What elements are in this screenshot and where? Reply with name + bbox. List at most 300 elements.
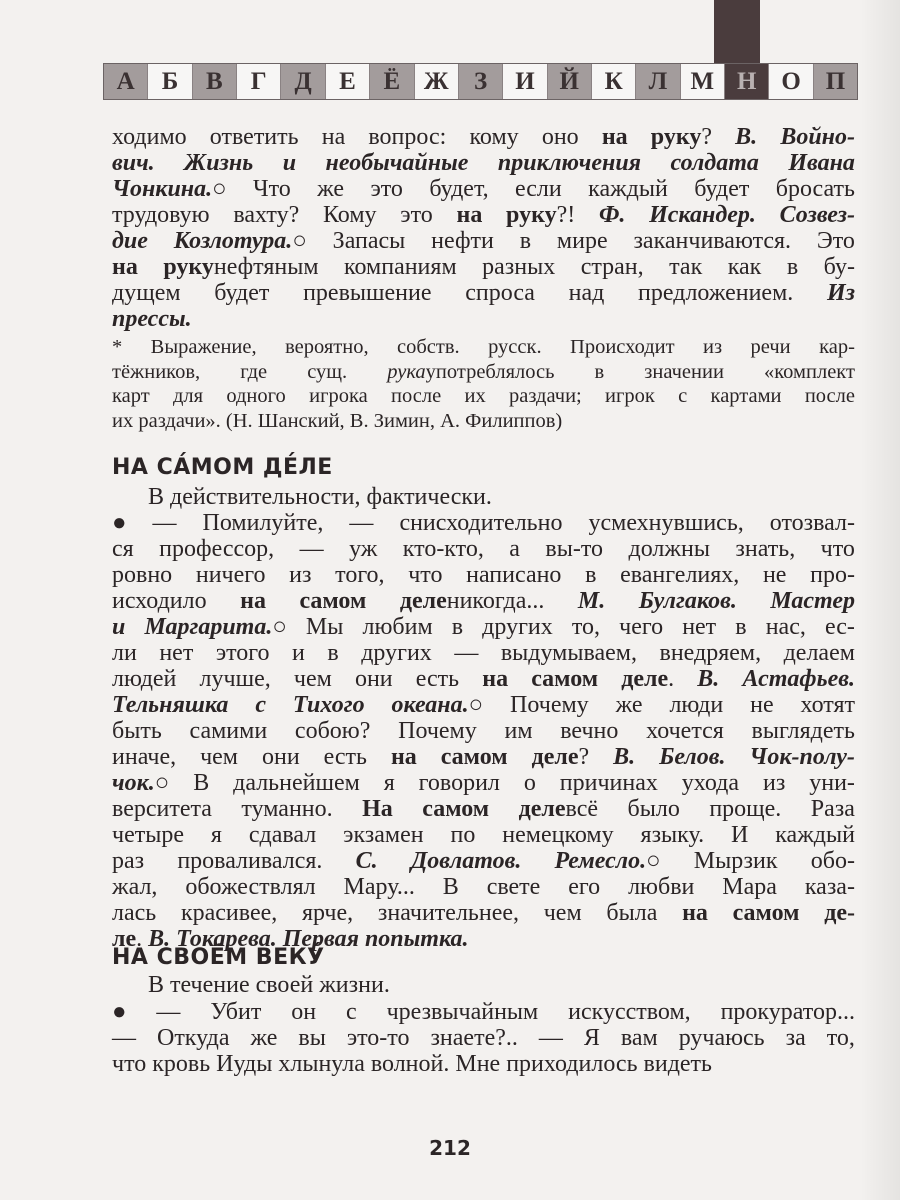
entry-examples: [112, 999, 855, 1077]
word: [784, 640, 855, 666]
word: [349, 536, 377, 562]
word: [801, 692, 855, 718]
word: [112, 254, 138, 280]
word: [633, 228, 791, 254]
text-segment: И: [731, 822, 749, 848]
alphabet-index: [103, 63, 858, 100]
text-segment: туманно.: [241, 796, 333, 822]
word: [298, 1025, 325, 1051]
word: [240, 360, 267, 385]
word: [210, 999, 261, 1025]
phrase-highlight: деле: [518, 796, 566, 822]
text-segment: уни-: [809, 770, 855, 796]
text-segment: стран,: [580, 254, 644, 280]
word: [255, 692, 266, 718]
word: [112, 822, 184, 848]
text-segment: исходило: [112, 588, 207, 614]
text-segment: усмехнувшись,: [588, 510, 744, 536]
word: [531, 666, 598, 692]
text-line: [112, 666, 855, 692]
text-segment: вам: [620, 1025, 658, 1051]
word: [821, 536, 855, 562]
text-segment: ○: [212, 176, 227, 202]
word: [502, 822, 613, 848]
word: [764, 360, 855, 385]
text-segment: евангелиях,: [620, 562, 740, 588]
text-segment: заканчиваются.: [633, 228, 792, 254]
word: [809, 770, 855, 796]
text-segment: экзамен: [343, 822, 424, 848]
text-segment: ес-: [824, 614, 855, 640]
text-segment: превышение: [303, 280, 432, 306]
phrase-highlight: самом: [531, 666, 599, 692]
text-segment: в: [594, 360, 605, 383]
word: [431, 228, 494, 254]
word: [112, 718, 162, 744]
text-segment: бу-: [823, 254, 855, 280]
word: [226, 384, 285, 409]
source-citation: Тихого: [292, 692, 365, 718]
source-citation: В. Токарева. Первая попытка.: [148, 926, 469, 952]
word: [613, 744, 635, 770]
word: [356, 848, 378, 874]
word: [289, 562, 311, 588]
text-segment: кар-: [819, 336, 855, 358]
text-segment: других: [361, 640, 432, 666]
word: [112, 510, 127, 536]
word: [399, 510, 562, 536]
word: [112, 640, 137, 666]
word: [112, 150, 155, 176]
word: [750, 692, 774, 718]
text-segment: знать,: [735, 536, 796, 562]
text-segment: верситета: [112, 796, 212, 822]
word: [488, 335, 542, 360]
entry-examples: [112, 510, 855, 952]
source-citation: Созвез-: [779, 202, 855, 228]
text-segment: дущем: [112, 280, 181, 306]
text-segment: раздачи;: [508, 385, 582, 407]
word: [697, 666, 719, 692]
text-line: [112, 614, 855, 640]
text-segment: ○: [272, 614, 287, 640]
word: [419, 770, 500, 796]
text-segment: ?: [578, 744, 590, 770]
source-citation: и: [112, 614, 126, 640]
text-segment: нефти: [431, 228, 494, 254]
word: [545, 536, 603, 562]
word: [770, 588, 855, 614]
word: [605, 384, 655, 409]
word: [671, 150, 759, 176]
text-segment: кому: [469, 124, 519, 150]
text-segment: лучше,: [199, 666, 271, 692]
word: [786, 1025, 806, 1051]
word: [770, 510, 855, 536]
word: [173, 384, 203, 409]
text-segment: разных: [482, 254, 556, 280]
alphabet-letter: А: [104, 64, 148, 99]
text-segment: из: [762, 770, 786, 796]
text-segment: то,: [826, 1025, 855, 1051]
source-citation: В.: [697, 666, 720, 692]
word: [391, 384, 441, 409]
text-segment: дальнейшем: [233, 770, 360, 796]
word: [333, 228, 406, 254]
text-segment: собою?: [294, 718, 371, 744]
word: [343, 822, 423, 848]
word: [766, 614, 806, 640]
text-segment: предложением.: [638, 280, 794, 306]
word: [112, 176, 227, 202]
text-segment: В: [193, 770, 210, 796]
text-segment: рука: [387, 360, 426, 383]
text-segment: кто-кто,: [402, 536, 484, 562]
text-segment: любви: [628, 874, 695, 900]
text-segment: ручаюсь: [678, 1025, 765, 1051]
alphabet-letter: Б: [148, 64, 192, 99]
word: [805, 384, 855, 409]
word: [253, 176, 291, 202]
word: [735, 614, 746, 640]
source-citation: С.: [355, 848, 378, 874]
word: [430, 1025, 517, 1051]
text-segment: никогда...: [446, 588, 545, 614]
word: [469, 124, 518, 150]
page-number: 212: [429, 1136, 471, 1160]
word: [112, 280, 181, 306]
word: [112, 614, 125, 640]
phrase-highlight: на: [390, 744, 417, 770]
text-segment: собств.: [397, 336, 460, 358]
word: [397, 335, 460, 360]
phrase-highlight: самом: [422, 796, 490, 822]
word: [703, 335, 722, 360]
word: [721, 999, 855, 1025]
source-citation: океана.: [391, 692, 469, 718]
text-segment: что: [408, 562, 443, 588]
word: [570, 335, 675, 360]
word: [735, 124, 757, 150]
word: [300, 536, 324, 562]
text-segment: Кому: [322, 202, 377, 228]
text-segment: люди: [669, 692, 724, 718]
text-segment: *: [112, 336, 123, 358]
word: [387, 360, 554, 385]
text-line: [112, 900, 855, 926]
text-segment: была: [606, 900, 658, 926]
text-segment: —: [454, 640, 479, 666]
phrase-highlight: на: [240, 588, 266, 614]
word: [787, 254, 798, 280]
word: [542, 124, 579, 150]
word: [349, 510, 373, 536]
text-segment: ?: [701, 124, 712, 150]
word: [498, 150, 641, 176]
text-segment: —: [112, 1025, 136, 1051]
source-citation: Чонкина.: [112, 176, 213, 202]
alphabet-letter: В: [193, 64, 237, 99]
word: [200, 744, 238, 770]
word: [504, 718, 532, 744]
text-segment: ?!: [556, 202, 576, 228]
text-segment: Почему: [510, 692, 589, 718]
word: [317, 176, 344, 202]
word: [112, 770, 169, 796]
source-citation: необычайные: [325, 150, 469, 176]
text-segment: если: [515, 176, 562, 202]
text-segment: всё: [565, 796, 599, 822]
word: [416, 666, 459, 692]
word: [752, 718, 855, 744]
alphabet-letter: Д: [281, 64, 325, 99]
text-segment: и: [292, 640, 305, 666]
word: [307, 360, 347, 385]
word: [509, 384, 582, 409]
text-segment: он: [291, 999, 317, 1025]
word: [824, 900, 855, 926]
text-segment: речи: [750, 336, 791, 358]
word: [621, 666, 674, 692]
word: [682, 900, 708, 926]
word: [112, 999, 127, 1025]
text-segment: профессор,: [159, 536, 275, 562]
text-segment: значительнее,: [377, 900, 520, 926]
text-segment: где: [240, 360, 268, 383]
word: [112, 228, 148, 254]
word: [177, 848, 322, 874]
text-segment: как: [727, 254, 762, 280]
word: [210, 124, 299, 150]
text-segment: делаем: [783, 640, 855, 666]
text-segment: каза-: [804, 874, 855, 900]
word: [682, 770, 739, 796]
text-line: [112, 360, 855, 385]
word: [659, 744, 725, 770]
text-line: [112, 562, 855, 588]
phrase-highlight: на: [112, 254, 138, 280]
text-segment: ровно: [112, 562, 173, 588]
word: [303, 280, 431, 306]
word: [606, 900, 657, 926]
word: [555, 848, 661, 874]
text-segment: иначе,: [112, 744, 177, 770]
text-segment: вопрос:: [368, 124, 447, 150]
text-line: [112, 176, 855, 202]
word: [588, 510, 743, 536]
text-segment: отозвал-: [769, 510, 855, 536]
text-segment: снисходительно: [399, 510, 563, 536]
word: [733, 900, 800, 926]
text-segment: уж: [349, 536, 378, 562]
source-citation: Козлотура.: [173, 228, 293, 254]
word: [817, 228, 855, 254]
alphabet-letter: О: [769, 64, 813, 99]
word: [532, 744, 590, 770]
source-citation: вич.: [112, 150, 155, 176]
text-segment: с: [678, 385, 688, 407]
source-citation: Ивана: [788, 150, 855, 176]
word: [466, 562, 561, 588]
text-line: [112, 692, 855, 718]
word: [644, 360, 724, 385]
text-segment: что: [820, 536, 855, 562]
word: [112, 666, 176, 692]
word: [728, 254, 762, 280]
word: [557, 228, 608, 254]
text-line: [112, 588, 855, 614]
word: [628, 796, 680, 822]
alphabet-letter: М: [681, 64, 725, 99]
word: [214, 280, 269, 306]
word: [306, 614, 343, 640]
text-segment: вы-то: [545, 536, 604, 562]
word: [335, 562, 384, 588]
word: [299, 588, 366, 614]
word: [211, 822, 222, 848]
text-segment: есть: [415, 666, 460, 692]
word: [196, 562, 266, 588]
source-citation: Мастер: [770, 588, 855, 614]
text-segment: людей: [112, 666, 177, 692]
text-segment: ●: [112, 510, 127, 536]
word: [441, 744, 508, 770]
word: [595, 360, 605, 385]
word: [112, 796, 212, 822]
word: [568, 999, 691, 1025]
text-segment: я: [383, 770, 395, 796]
text-segment: Раза: [810, 796, 855, 822]
word: [776, 176, 855, 202]
text-segment: это-то: [346, 1025, 410, 1051]
word: [112, 384, 150, 409]
text-segment: Что: [253, 176, 291, 202]
word: [112, 536, 134, 562]
word: [452, 614, 463, 640]
alphabet-letter: П: [814, 64, 857, 99]
text-segment: внедряем,: [659, 640, 762, 666]
word: [292, 640, 305, 666]
word: [403, 536, 484, 562]
word: [193, 770, 209, 796]
word: [323, 202, 377, 228]
text-segment: компаниям: [344, 254, 457, 280]
word: [112, 874, 157, 900]
phrase-highlight: руку: [506, 202, 557, 228]
text-segment: русск.: [488, 336, 542, 358]
word: [581, 254, 644, 280]
phrase-highlight: деле: [531, 744, 579, 770]
text-segment: лась: [112, 900, 157, 926]
text-segment: в: [585, 562, 597, 588]
word: [749, 744, 855, 770]
word: [827, 280, 855, 306]
text-segment: будет: [694, 176, 750, 202]
text-segment: вахту?: [233, 202, 300, 228]
word: [638, 280, 793, 306]
word: [362, 796, 393, 822]
text-segment: выглядеть: [751, 718, 855, 744]
text-segment: в: [451, 614, 464, 640]
source-citation: Войно-: [780, 124, 855, 150]
word: [588, 176, 668, 202]
text-segment: жал,: [112, 874, 158, 900]
text-segment: проще.: [709, 796, 782, 822]
text-segment: Запасы: [332, 228, 406, 254]
text-segment: Помилуйте,: [202, 510, 324, 536]
text-segment: Выражение,: [150, 336, 257, 358]
word: [411, 848, 522, 874]
text-segment: а: [509, 536, 520, 562]
source-citation: и: [282, 150, 297, 176]
text-segment: игрок: [605, 385, 655, 407]
word: [669, 254, 702, 280]
word: [510, 692, 589, 718]
text-segment: что кровь Иуды хлынула волной. Мне приходилось видеть: [112, 1051, 712, 1077]
text-segment: их раздачи». (Н. Шанский, В. Зимин, А. Филиппов): [112, 409, 563, 432]
text-segment: одного: [226, 385, 286, 407]
text-segment: причинах: [559, 770, 658, 796]
text-segment: этого: [215, 640, 270, 666]
text-segment: в: [519, 228, 532, 254]
word: [482, 666, 508, 692]
source-citation: Жизнь: [184, 150, 254, 176]
text-segment: Откуда: [156, 1025, 230, 1051]
text-segment: нас,: [765, 614, 806, 640]
text-segment: сущ.: [307, 360, 348, 383]
word: [181, 900, 277, 926]
text-segment: ся: [112, 536, 134, 562]
text-segment: на: [321, 124, 346, 150]
word: [509, 536, 520, 562]
word: [200, 666, 271, 692]
text-segment: было: [627, 796, 680, 822]
source-citation: В.: [735, 124, 758, 150]
text-segment: я: [210, 822, 222, 848]
footnote: [112, 335, 855, 433]
word: [515, 176, 562, 202]
text-segment: же: [250, 1025, 278, 1051]
word: [387, 999, 539, 1025]
text-segment: нет: [159, 640, 194, 666]
source-citation: Довлатов.: [410, 848, 522, 874]
text-segment: обожествлял: [185, 874, 316, 900]
word: [679, 1025, 765, 1051]
text-segment: чем: [293, 666, 332, 692]
text-segment: ли: [112, 640, 137, 666]
text-segment: четыре: [112, 822, 184, 848]
word: [346, 999, 357, 1025]
word: [112, 900, 156, 926]
page-edge-shadow: [860, 0, 900, 1200]
word: [639, 588, 737, 614]
text-segment: свете: [486, 874, 541, 900]
word: [144, 614, 286, 640]
word: [361, 640, 432, 666]
text-line: [112, 874, 855, 900]
word: [112, 744, 176, 770]
alphabet-letter: Ё: [370, 64, 414, 99]
text-segment: после: [391, 385, 442, 407]
text-segment: .: [136, 926, 149, 952]
word: [355, 666, 393, 692]
text-line: [112, 409, 855, 434]
source-citation: М.: [577, 588, 606, 614]
word: [370, 176, 402, 202]
text-segment: не: [762, 562, 787, 588]
text-segment: любим: [362, 614, 433, 640]
word: [185, 874, 315, 900]
